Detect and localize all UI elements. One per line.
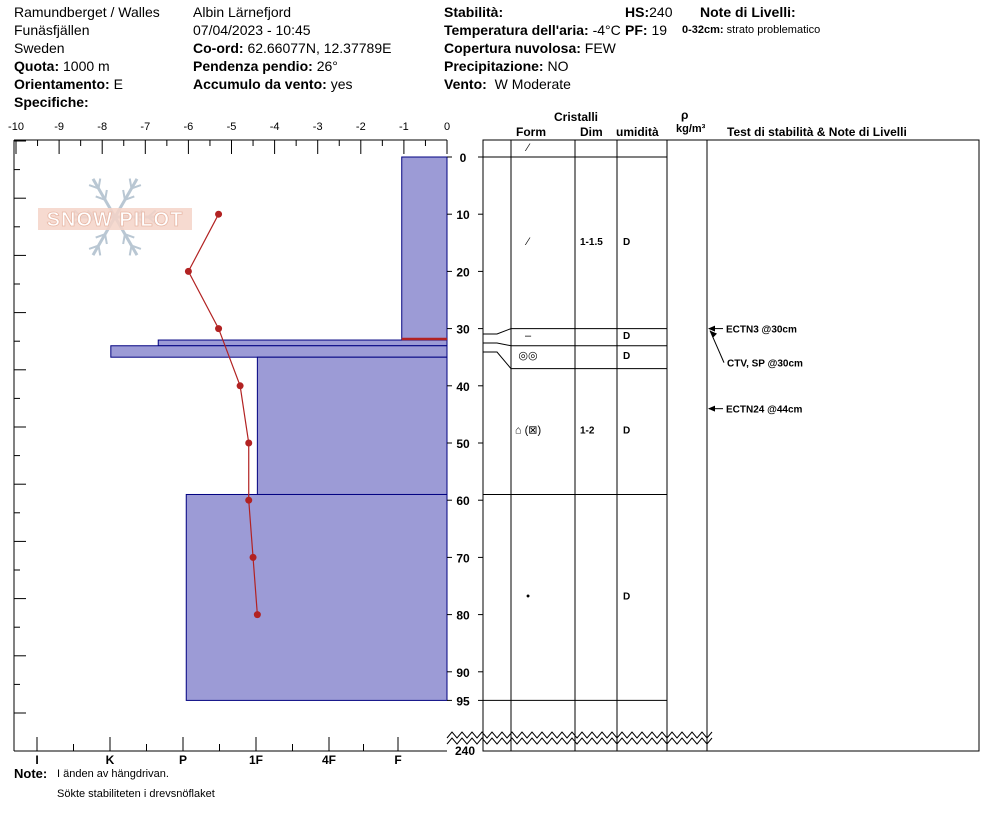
layer-form: ⌂ (⊠) bbox=[514, 424, 542, 437]
rho-header: ρ bbox=[681, 108, 689, 122]
temperature-point bbox=[215, 211, 222, 218]
break-line-2 bbox=[447, 738, 712, 744]
elevation-label: Quota: bbox=[14, 58, 60, 74]
depth-tick-label: 80 bbox=[456, 608, 470, 623]
temperature-point bbox=[215, 325, 222, 332]
snowflake-branch bbox=[130, 179, 132, 189]
temp-tick-label: -6 bbox=[183, 121, 194, 133]
temp-tick-label: -4 bbox=[269, 121, 280, 133]
temperature-point bbox=[250, 554, 257, 561]
observer-text: Albin Lärnefjord bbox=[193, 4, 292, 20]
temperature-point bbox=[185, 268, 192, 275]
air-temp-label: Temperatura dell'aria: bbox=[444, 22, 589, 38]
temp-tick-label: -5 bbox=[226, 121, 237, 133]
coord-label: Co-ord: bbox=[193, 40, 244, 56]
stability-test-label: CTV, SP @30cm bbox=[727, 358, 803, 370]
depth-tick-label: 10 bbox=[456, 208, 470, 223]
aspect-value: E bbox=[113, 76, 123, 92]
precip-label: Precipitazione: bbox=[444, 58, 544, 74]
snowflake-branch bbox=[123, 234, 125, 244]
hardness-bar bbox=[186, 494, 447, 700]
layer-table bbox=[447, 140, 979, 751]
crystals-header: Cristalli bbox=[554, 110, 599, 124]
layer-moisture: D bbox=[623, 351, 631, 363]
depth-tick-label: 30 bbox=[456, 322, 470, 337]
country-text: Sweden bbox=[14, 40, 65, 56]
temperature-point bbox=[254, 611, 261, 618]
note-line1: I änden av hängdrivan. bbox=[57, 768, 169, 780]
note-line2: Sökte stabiliteten i drevsnöflaket bbox=[57, 788, 215, 800]
hardness-bar bbox=[111, 346, 447, 357]
stability-test-label: ECTN24 @44cm bbox=[726, 404, 803, 416]
temp-tick-label: 0 bbox=[443, 121, 451, 133]
pf-value: 19 bbox=[651, 22, 668, 38]
layer-note-range: 0-32cm: bbox=[682, 24, 724, 36]
depth-tick-label: 0 bbox=[459, 151, 467, 165]
snowflake-branch bbox=[130, 246, 132, 256]
snowflake-branch bbox=[99, 179, 101, 189]
slope-label: Pendenza pendio: bbox=[193, 58, 313, 74]
layer-size: 1-2 bbox=[580, 425, 595, 437]
layer-form: – bbox=[524, 330, 532, 343]
precip-value: NO bbox=[547, 58, 569, 74]
layer-notes-label: Note di Livelli: bbox=[700, 4, 796, 20]
temp-tick-label: -3 bbox=[312, 121, 323, 133]
layer-size: 1-1.5 bbox=[580, 236, 603, 248]
layer-form: • bbox=[526, 590, 530, 603]
datetime-text: 07/04/2023 - 10:45 bbox=[193, 22, 311, 38]
size-header: Dim bbox=[580, 125, 603, 139]
hardness-bar bbox=[402, 157, 447, 340]
air-temp-value: -4°C bbox=[592, 22, 621, 38]
specifics-label: Specifiche: bbox=[14, 94, 89, 110]
depth-tick-label: 95 bbox=[456, 694, 470, 709]
stability-arrowhead bbox=[708, 406, 715, 412]
cloud-value: FEW bbox=[584, 40, 616, 56]
layer-connector bbox=[483, 352, 511, 369]
temp-tick-label: -8 bbox=[97, 121, 108, 133]
logo-text: SNOW PILOT bbox=[46, 209, 184, 231]
hardness-tick-label: K bbox=[105, 753, 115, 767]
snowflake-branch bbox=[105, 190, 107, 200]
layer-moisture: D bbox=[623, 591, 631, 603]
temp-tick-label: -10 bbox=[8, 121, 24, 133]
hardness-tick-label: I bbox=[35, 753, 39, 767]
hardness-bar bbox=[158, 340, 447, 346]
snowflake-branch bbox=[105, 234, 107, 244]
wind-label: Vento: bbox=[444, 76, 487, 92]
hardness-tick-label: 1F bbox=[248, 753, 264, 767]
stability-arrowhead bbox=[708, 326, 715, 332]
layer-form: ⁄ bbox=[527, 235, 529, 248]
wind-load-value: yes bbox=[330, 76, 353, 92]
hs-value: 240 bbox=[649, 4, 673, 20]
depth-tick-label: 50 bbox=[456, 437, 470, 451]
wind-value: W Moderate bbox=[494, 76, 571, 92]
wind-load-label: Accumulo da vento: bbox=[193, 76, 327, 92]
layer-connector bbox=[483, 329, 511, 334]
stability-tests-header: Test di stabilità & Note di Livelli bbox=[727, 125, 907, 139]
temp-tick-label: -9 bbox=[54, 121, 64, 133]
depth-tick-label: 40 bbox=[456, 379, 470, 394]
break-line-1 bbox=[447, 732, 712, 738]
temp-tick-label: -2 bbox=[355, 121, 366, 133]
temperature-point bbox=[245, 440, 252, 447]
temp-tick-label: -1 bbox=[399, 121, 409, 133]
hardness-bars bbox=[111, 157, 447, 700]
hardness-bar bbox=[257, 357, 447, 494]
area-text: Funäsfjällen bbox=[14, 22, 90, 38]
layer-connector bbox=[483, 343, 511, 346]
hardness-tick-label: P bbox=[178, 753, 188, 767]
slope-value: 26° bbox=[316, 58, 338, 74]
layer-form: ⁄ bbox=[527, 142, 529, 154]
note-label: Note: bbox=[14, 766, 48, 781]
pf-label: PF: bbox=[625, 22, 648, 38]
layer-form: ◎◎ bbox=[518, 350, 538, 363]
depth-tick-label: 90 bbox=[456, 665, 470, 680]
hs-label: HS: bbox=[625, 4, 650, 20]
cloud-label: Copertura nuvolosa: bbox=[444, 40, 581, 56]
density-unit-header: kg/m³ bbox=[676, 123, 706, 135]
layer-moisture: D bbox=[623, 425, 631, 437]
moisture-header: umidità bbox=[616, 125, 659, 139]
depth-tick-label: 60 bbox=[456, 494, 470, 509]
depth-tick-label: 70 bbox=[456, 551, 470, 566]
stability-label: Stabilità: bbox=[444, 4, 504, 20]
layer-moisture: D bbox=[623, 331, 631, 343]
elevation-value: 1000 m bbox=[63, 58, 110, 74]
layer-note-text: strato problematico bbox=[726, 24, 821, 36]
snowflake-branch bbox=[123, 190, 125, 200]
temp-tick-label: -7 bbox=[140, 121, 151, 133]
hardness-tick-label: F bbox=[394, 753, 402, 767]
layer-moisture: D bbox=[623, 236, 631, 248]
table-frame bbox=[483, 140, 979, 751]
depth-tick-label: 20 bbox=[456, 265, 470, 280]
snow-pilot-logo bbox=[38, 179, 192, 256]
coord-value: 62.66077N, 12.37789E bbox=[247, 40, 392, 56]
snowflake-branch bbox=[99, 246, 101, 256]
depth-bottom-label: 240 bbox=[454, 744, 476, 758]
form-header: Form bbox=[516, 125, 546, 139]
temperature-point bbox=[237, 382, 244, 389]
aspect-label: Orientamento: bbox=[14, 76, 110, 92]
temperature-point bbox=[245, 497, 252, 504]
location-text: Ramundberget / Walles bbox=[14, 4, 160, 20]
hardness-tick-label: 4F bbox=[321, 753, 337, 767]
stability-test-label: ECTN3 @30cm bbox=[726, 324, 797, 336]
